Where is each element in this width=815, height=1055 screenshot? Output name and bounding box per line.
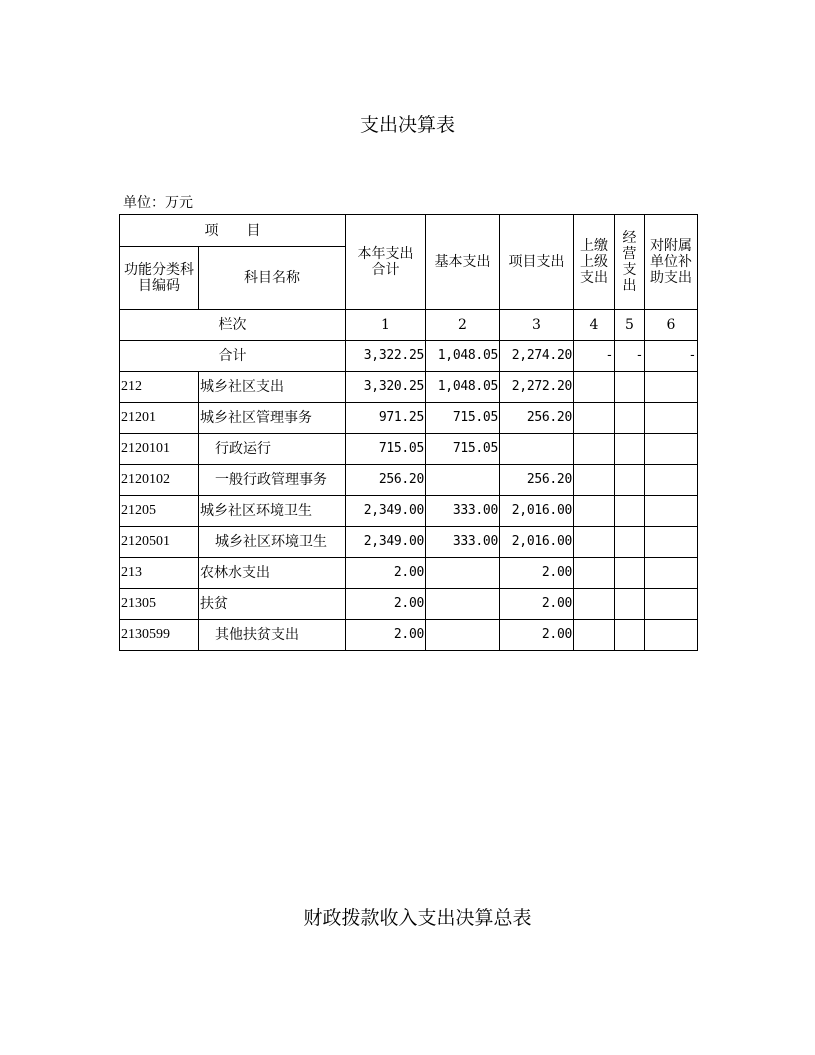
row-project: 256.20 [500, 403, 574, 434]
row-empty-cell [574, 496, 615, 527]
section-title: 财政拨款收入支出决算总表 [303, 907, 532, 929]
table-row [120, 372, 698, 403]
row-code: 2120101 [120, 434, 199, 465]
row-code: 212 [120, 372, 199, 403]
row-total: 2.00 [346, 558, 426, 589]
row-project: 2,272.20 [500, 372, 574, 403]
row-empty-cell [645, 527, 698, 558]
row-empty-cell [615, 434, 645, 465]
row-empty-cell [574, 527, 615, 558]
col-index-num: 4 [574, 310, 615, 341]
row-total: 2.00 [346, 589, 426, 620]
row-code: 2120501 [120, 527, 199, 558]
row-empty-cell [615, 403, 645, 434]
row-project: 2,016.00 [500, 496, 574, 527]
sum-basic: 1,048.05 [426, 341, 500, 372]
row-empty-cell [574, 403, 615, 434]
row-name: 城乡社区环境卫生 [199, 496, 346, 527]
row-code: 21205 [120, 496, 199, 527]
row-empty-cell [615, 372, 645, 403]
row-basic: 333.00 [426, 527, 500, 558]
sum-project: 2,274.20 [500, 341, 574, 372]
sum-total: 3,322.25 [346, 341, 426, 372]
row-basic [426, 620, 500, 651]
row-empty-cell [615, 620, 645, 651]
row-empty-cell [645, 620, 698, 651]
row-name: 城乡社区支出 [199, 372, 346, 403]
row-empty-cell [574, 558, 615, 589]
row-total: 2.00 [346, 620, 426, 651]
row-basic [426, 558, 500, 589]
header-upper: 上缴上级支出 [574, 215, 615, 310]
row-empty-cell [645, 434, 698, 465]
row-empty-cell [615, 527, 645, 558]
table-row [120, 527, 698, 558]
row-total: 2,349.00 [346, 496, 426, 527]
sum-subsidy: - [645, 341, 698, 372]
table-row [120, 620, 698, 651]
row-empty-cell [645, 403, 698, 434]
table-row [120, 496, 698, 527]
row-total: 971.25 [346, 403, 426, 434]
header-project: 项 目 [120, 215, 346, 247]
row-empty-cell [645, 372, 698, 403]
row-total: 256.20 [346, 465, 426, 496]
row-empty-cell [645, 558, 698, 589]
header-subject-name: 科目名称 [199, 247, 346, 310]
row-basic: 333.00 [426, 496, 500, 527]
header-project-exp: 项目支出 [500, 215, 574, 310]
header-business: 经营支出 [615, 215, 645, 310]
header-func-code: 功能分类科目编码 [120, 247, 199, 310]
row-code: 2130599 [120, 620, 199, 651]
row-empty-cell [574, 434, 615, 465]
unit-label: 单位：万元 [123, 195, 193, 211]
table-row [120, 434, 698, 465]
table-row [120, 403, 698, 434]
row-empty-cell [645, 465, 698, 496]
sum-business: - [615, 341, 645, 372]
row-empty-cell [574, 372, 615, 403]
row-basic: 715.05 [426, 403, 500, 434]
row-code: 21305 [120, 589, 199, 620]
row-empty-cell [615, 465, 645, 496]
row-basic: 1,048.05 [426, 372, 500, 403]
row-project: 2.00 [500, 558, 574, 589]
row-empty-cell [574, 465, 615, 496]
row-code: 2120102 [120, 465, 199, 496]
row-name: 城乡社区环境卫生 [199, 527, 346, 558]
header-total: 本年支出合计 [346, 215, 426, 310]
row-code: 213 [120, 558, 199, 589]
row-basic: 715.05 [426, 434, 500, 465]
sum-row [120, 341, 698, 372]
row-project [500, 434, 574, 465]
row-name: 其他扶贫支出 [199, 620, 346, 651]
row-name: 行政运行 [199, 434, 346, 465]
row-project: 2,016.00 [500, 527, 574, 558]
row-code: 21201 [120, 403, 199, 434]
row-basic [426, 465, 500, 496]
col-index-num: 3 [500, 310, 574, 341]
row-project: 256.20 [500, 465, 574, 496]
row-empty-cell [615, 496, 645, 527]
header-basic: 基本支出 [426, 215, 500, 310]
col-index-label: 栏次 [120, 310, 346, 341]
col-index-num: 1 [346, 310, 426, 341]
row-total: 2,349.00 [346, 527, 426, 558]
page-title: 支出决算表 [359, 114, 455, 136]
sum-upper: - [574, 341, 615, 372]
header-subsidy: 对附属单位补助支出 [645, 215, 698, 310]
table-row [120, 465, 698, 496]
row-empty-cell [615, 589, 645, 620]
table-row [120, 558, 698, 589]
row-empty-cell [574, 620, 615, 651]
row-name: 扶贫 [199, 589, 346, 620]
col-index-num: 6 [645, 310, 698, 341]
table-row [120, 589, 698, 620]
col-index-num: 5 [615, 310, 645, 341]
row-empty-cell [645, 496, 698, 527]
col-index-num: 2 [426, 310, 500, 341]
row-name: 农林水支出 [199, 558, 346, 589]
row-basic [426, 589, 500, 620]
row-project: 2.00 [500, 589, 574, 620]
expenditure-table [119, 214, 698, 651]
row-empty-cell [574, 589, 615, 620]
row-total: 715.05 [346, 434, 426, 465]
row-project: 2.00 [500, 620, 574, 651]
row-name: 城乡社区管理事务 [199, 403, 346, 434]
row-empty-cell [615, 558, 645, 589]
row-empty-cell [645, 589, 698, 620]
row-name: 一般行政管理事务 [199, 465, 346, 496]
row-total: 3,320.25 [346, 372, 426, 403]
sum-label: 合计 [120, 341, 346, 372]
